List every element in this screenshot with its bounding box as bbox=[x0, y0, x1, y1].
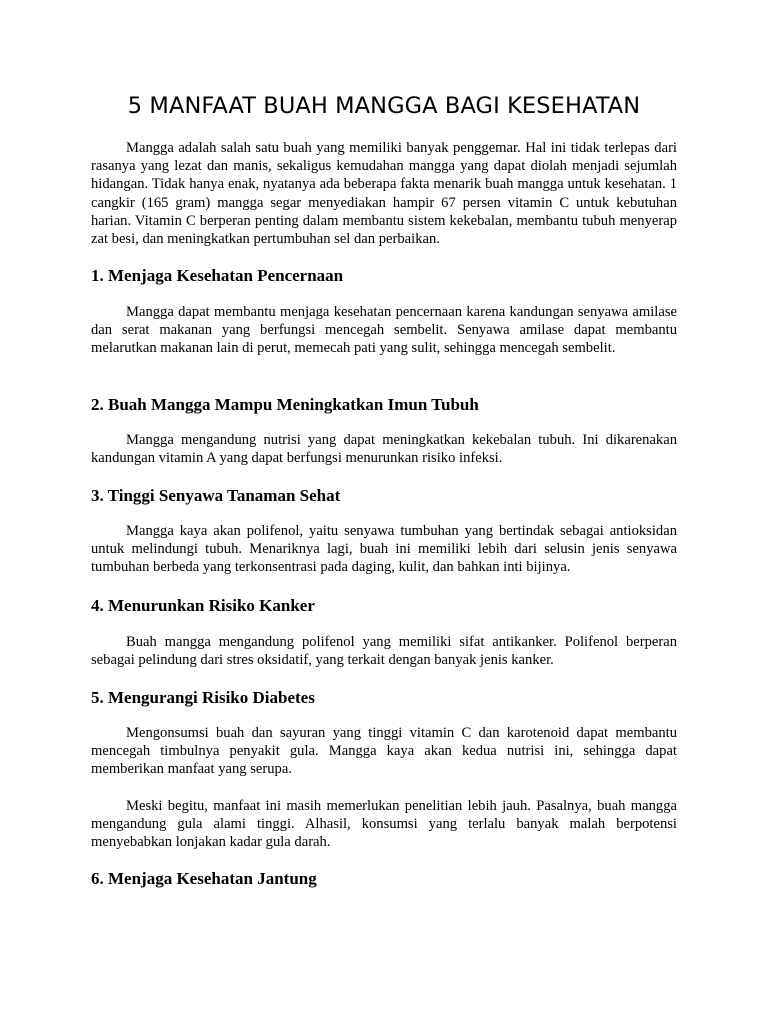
intro-paragraph: Mangga adalah salah satu buah yang memiliki banyak penggemar. Hal ini tidak terlepas dari rasanya yang lezat dan manis, sekaligus kemudahan mangga yang dapat diolah menjadi sejumlah hidangan. Tidak hanya enak, nyatanya ada beberapa fakta menarik buah mangga untuk kesehatan. 1 cangkir (165 gram) mangga segar menyediakan hampir 67 persen vitamin C untuk kebutuhan harian. Vitamin C berperan penting dalam membantu sistem kekebalan, membantu tubuh menyerap zat besi, dan meningkatkan pertumbuhan sel dan perbaikan. bbox=[91, 140, 677, 248]
section-heading-6: 6. Menjaga Kesehatan Jantung bbox=[91, 869, 317, 888]
section-heading-2: 2. Buah Mangga Mampu Meningkatkan Imun Tubuh bbox=[91, 395, 479, 414]
section-5-paragraph-1: Mengonsumsi buah dan sayuran yang tinggi vitamin C dan karotenoid dapat membantu mencegah timbulnya penyakit gula. Mangga kaya akan kedua nutrisi ini, sehingga dapat memberikan manfaat yang serupa. bbox=[91, 725, 677, 778]
section-1-paragraph: Mangga dapat membantu menjaga kesehatan pencernaan karena kandungan senyawa amilase dan serat makanan yang berfungsi mencegah sembelit. Senyawa amilase dapat membantu melarutkan makanan lain di perut, memecah pati yang sulit, sehingga mencegah sembelit. bbox=[91, 304, 677, 357]
section-4-paragraph: Buah mangga mengandung polifenol yang memiliki sifat antikanker. Polifenol berperan sebagai pelindung dari stres oksidatif, yang terkait dengan banyak jenis kanker. bbox=[91, 634, 677, 669]
section-heading-3: 3. Tinggi Senyawa Tanaman Sehat bbox=[91, 486, 341, 505]
section-2-paragraph: Mangga mengandung nutrisi yang dapat meningkatkan kekebalan tubuh. Ini dikarenakan kandungan vitamin A yang dapat berfungsi menurunkan risiko infeksi. bbox=[91, 432, 677, 467]
section-heading-4: 4. Menurunkan Risiko Kanker bbox=[91, 596, 315, 615]
document-title: 5 MANFAAT BUAH MANGGA BAGI KESEHATAN bbox=[127, 93, 641, 119]
section-5-paragraph-2: Meski begitu, manfaat ini masih memerlukan penelitian lebih jauh. Pasalnya, buah mangga mengandung gula alami tinggi. Alhasil, konsumsi yang terlalu banyak malah berpotensi menyebabkan lonjakan kadar gula darah. bbox=[91, 798, 677, 851]
section-3-paragraph: Mangga kaya akan polifenol, yaitu senyawa tumbuhan yang bertindak sebagai antioksidan untuk melindungi tubuh. Menariknya lagi, buah ini memiliki lebih dari selusin jenis senyawa tumbuhan berbeda yang terkonsentrasi pada daging, kulit, dan bahkan inti bijinya. bbox=[91, 523, 677, 576]
section-heading-5: 5. Mengurangi Risiko Diabetes bbox=[91, 688, 315, 707]
section-heading-1: 1. Menjaga Kesehatan Pencernaan bbox=[91, 266, 344, 285]
document-page bbox=[91, 0, 677, 1024]
